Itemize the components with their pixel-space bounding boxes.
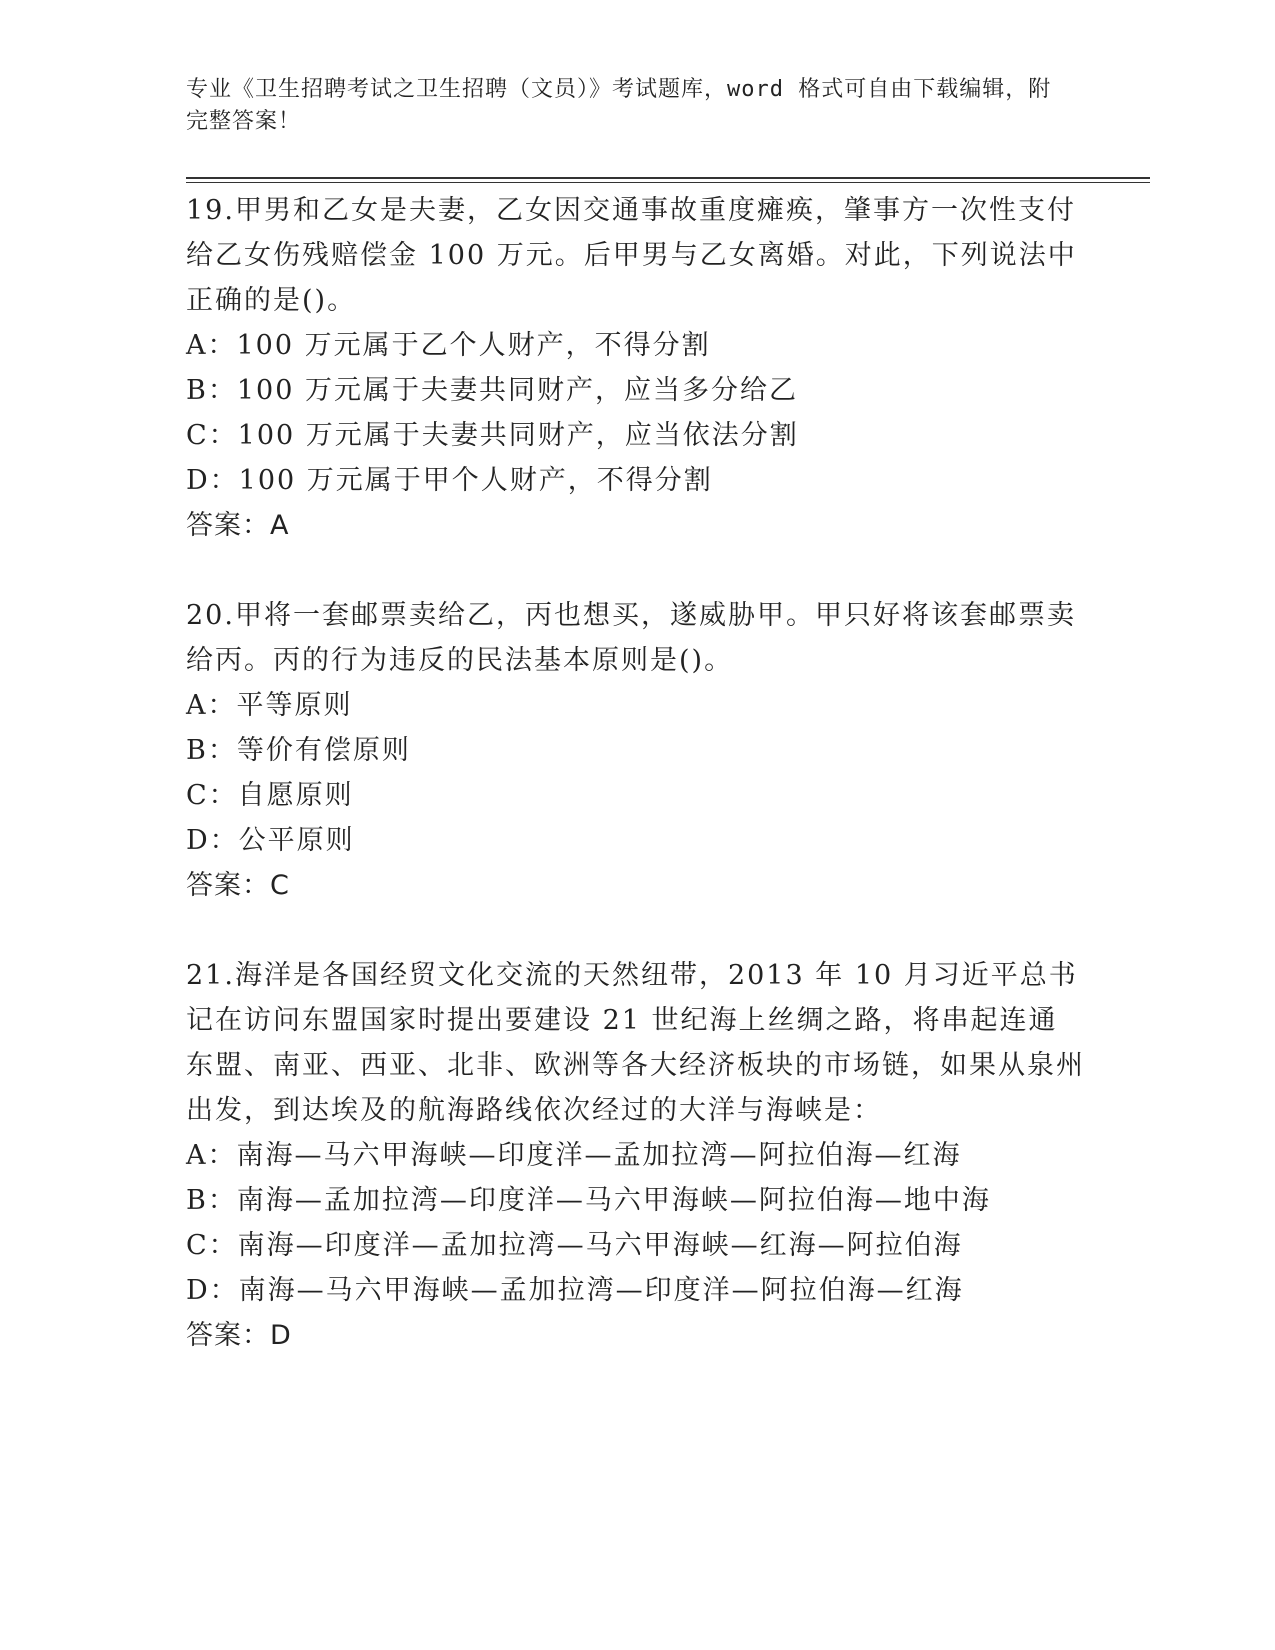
option-b: B：等价有偿原则 — [186, 735, 411, 766]
question-19 — [186, 188, 1086, 548]
question-stem: 19.甲男和乙女是夫妻，乙女因交通事故重度瘫痪，肇事方一次性支付给乙女伤残赔偿金 100 万元。后甲男与乙女离婚。对此，下列说法中正确的是()。 — [186, 195, 1077, 316]
header-divider-thin — [186, 182, 1150, 183]
document-header: 专业《卫生招聘考试之卫生招聘（文员）》考试题库，word 格式可自由下载编辑，附完整答案！ — [186, 77, 1052, 134]
answer-label: 答案：D — [186, 1320, 292, 1351]
answer-label: 答案：A — [186, 510, 290, 541]
question-20 — [186, 593, 1086, 908]
option-d: D：100 万元属于甲个人财产，不得分割 — [186, 465, 713, 496]
option-d: D：公平原则 — [186, 825, 355, 856]
answer-label: 答案：C — [186, 870, 290, 901]
option-c: C：自愿原则 — [186, 780, 354, 811]
option-a: A：100 万元属于乙个人财产，不得分割 — [186, 330, 711, 361]
option-c: C：100 万元属于夫妻共同财产，应当依法分割 — [186, 420, 799, 451]
option-a: A：南海—马六甲海峡—印度洋—孟加拉湾—阿拉伯海—红海 — [186, 1140, 962, 1171]
option-c: C：南海—印度洋—孟加拉湾—马六甲海峡—红海—阿拉伯海 — [186, 1230, 963, 1261]
option-b: B：100 万元属于夫妻共同财产，应当多分给乙 — [186, 375, 798, 406]
question-stem: 20.甲将一套邮票卖给乙，丙也想买，遂威胁甲。甲只好将该套邮票卖给丙。丙的行为违反的民法基本原则是()。 — [186, 600, 1076, 676]
option-d: D：南海—马六甲海峡—孟加拉湾—印度洋—阿拉伯海—红海 — [186, 1275, 964, 1306]
header-divider — [186, 177, 1150, 179]
question-21 — [186, 953, 1086, 1358]
question-stem: 21.海洋是各国经贸文化交流的天然纽带，2013 年 10 月习近平总书记在访问东盟国家时提出要建设 21 世纪海上丝绸之路，将串起连通东盟、南亚、西亚、北非、欧洲等各大经济板块的市场链，如果从泉州出发，到达埃及的航海路线依次经过的大洋与海峡是： — [186, 960, 1085, 1126]
option-a: A：平等原则 — [186, 690, 353, 721]
option-b: B：南海—孟加拉湾—印度洋—马六甲海峡—阿拉伯海—地中海 — [186, 1185, 991, 1216]
